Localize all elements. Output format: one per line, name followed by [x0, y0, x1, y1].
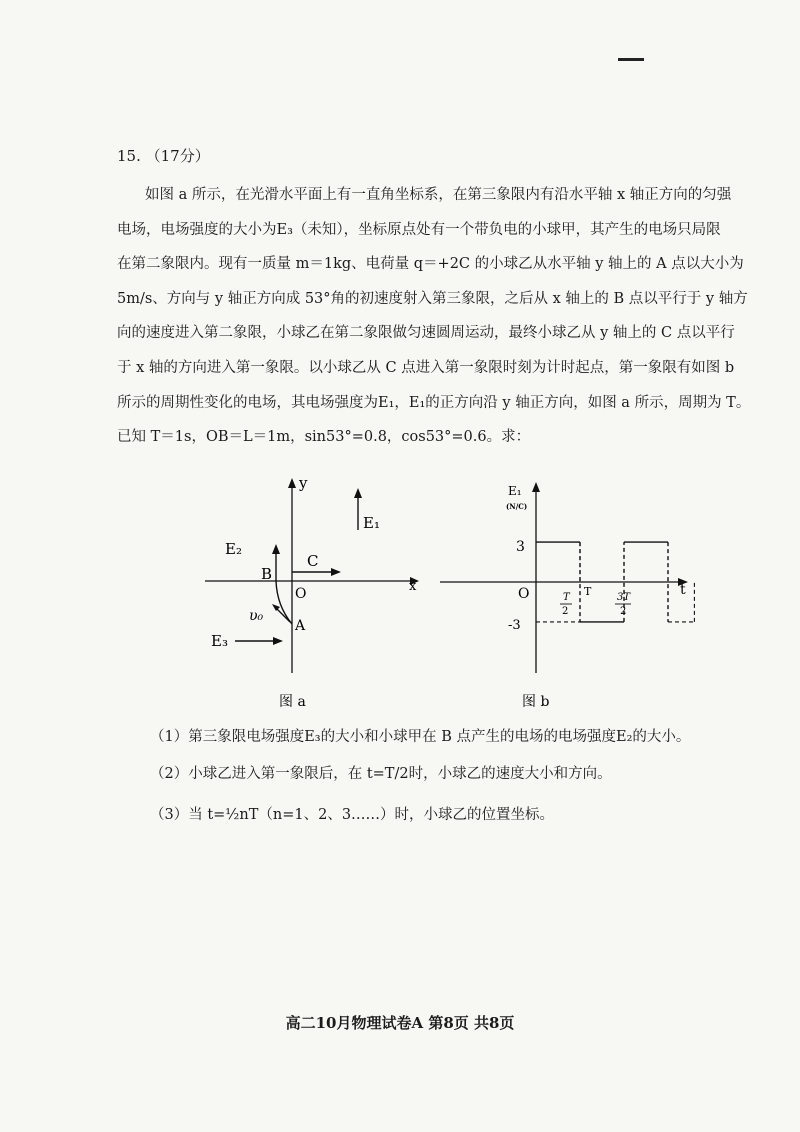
c-arrowhead	[331, 568, 341, 576]
v0-label: υ₀	[249, 608, 264, 624]
c-label: C	[307, 552, 319, 570]
question-points: （17分）	[145, 147, 210, 165]
e3-arrowhead	[273, 637, 283, 645]
three-half-t-den: 2	[620, 606, 627, 617]
figure-a	[195, 468, 455, 718]
e1-label: E₁	[363, 514, 380, 532]
header-mark	[618, 58, 644, 61]
e2-label: E₂	[225, 540, 242, 558]
figure-b	[440, 468, 710, 718]
question-number: 15.	[117, 147, 141, 165]
text-line: 如图 a 所示，在光滑水平面上有一直角坐标系，在第三象限内有沿水平轴 x 轴正方向的匀强	[145, 187, 732, 203]
e1-arrowhead	[354, 488, 362, 498]
b-label: B	[261, 565, 273, 583]
e-axis-label: E₁	[508, 484, 522, 498]
question-header	[117, 145, 210, 166]
half-t-num: T	[563, 592, 570, 603]
text-line: 电场，电场强度的大小为E₃（未知），坐标原点处有一个带负电的小球甲，其产生的电场只局限	[117, 221, 721, 238]
text-line: 向的速度进入第二象限，小球乙在第二象限做匀速圆周运动，最终小球乙从 y 轴上的 C 点以平行	[117, 325, 735, 342]
origin-label: O	[518, 586, 530, 602]
pos-tick-label: 3	[516, 539, 525, 555]
figure-b-caption: 图 b	[522, 694, 550, 710]
origin-label: O	[295, 586, 307, 602]
e-axis-arrow	[532, 482, 540, 492]
page-footer: 高二10月物理试卷A 第8页 共8页	[285, 1014, 515, 1032]
text-line: 于 x 轴的方向进入第一象限。以小球乙从 C 点进入第一象限时刻为计时起点，第一象限有如图 b	[117, 359, 735, 376]
x-axis-label: x	[409, 579, 417, 594]
text-line: 在第二象限内。现有一质量 m＝1kg、电荷量 q＝+2C 的小球乙从水平轴 y 轴上的 A 点以大小为	[117, 256, 744, 273]
e3-label: E₃	[211, 632, 228, 650]
trajectory	[276, 550, 292, 624]
trajectory-arrowhead	[272, 544, 280, 554]
question-text	[117, 178, 751, 455]
sub-question-2: （2）小球乙进入第一象限后，在 t=T/2时，小球乙的速度大小和方向。	[150, 766, 612, 782]
sub-question-3: （3）当 t=½nT（n=1、2、3……）时，小球乙的位置坐标。	[150, 807, 555, 823]
text-line: 已知 T＝1s，OB＝L＝1m，sin53°=0.8，cos53°=0.6。求：	[117, 429, 531, 446]
text-line: 5m/s、方向与 y 轴正方向成 53°角的初速度射入第三象限，之后从 x 轴上的 B 点以平行于 y 轴方	[117, 290, 748, 307]
y-axis-arrow	[288, 478, 296, 488]
half-t-den: 2	[562, 606, 569, 617]
t-mark-label: T	[584, 585, 592, 598]
figures	[195, 468, 715, 718]
t-axis-label: t	[680, 582, 686, 598]
unit-label: (N/C)	[506, 502, 528, 511]
text-line: 所示的周期性变化的电场，其电场强度为E₁，E₁的正方向沿 y 轴正方向，如图 a 所示，周期为 T。	[117, 394, 751, 411]
y-axis-label: y	[299, 474, 308, 492]
three-half-t-num: 3T	[617, 592, 631, 603]
neg-tick-label: -3	[508, 618, 521, 633]
figure-a-caption: 图 a	[279, 694, 306, 710]
sub-question-1: （1）第三象限电场强度E₃的大小和小球甲在 B 点产生的电场的电场强度E₂的大小。	[150, 729, 691, 745]
a-label: A	[295, 618, 306, 634]
